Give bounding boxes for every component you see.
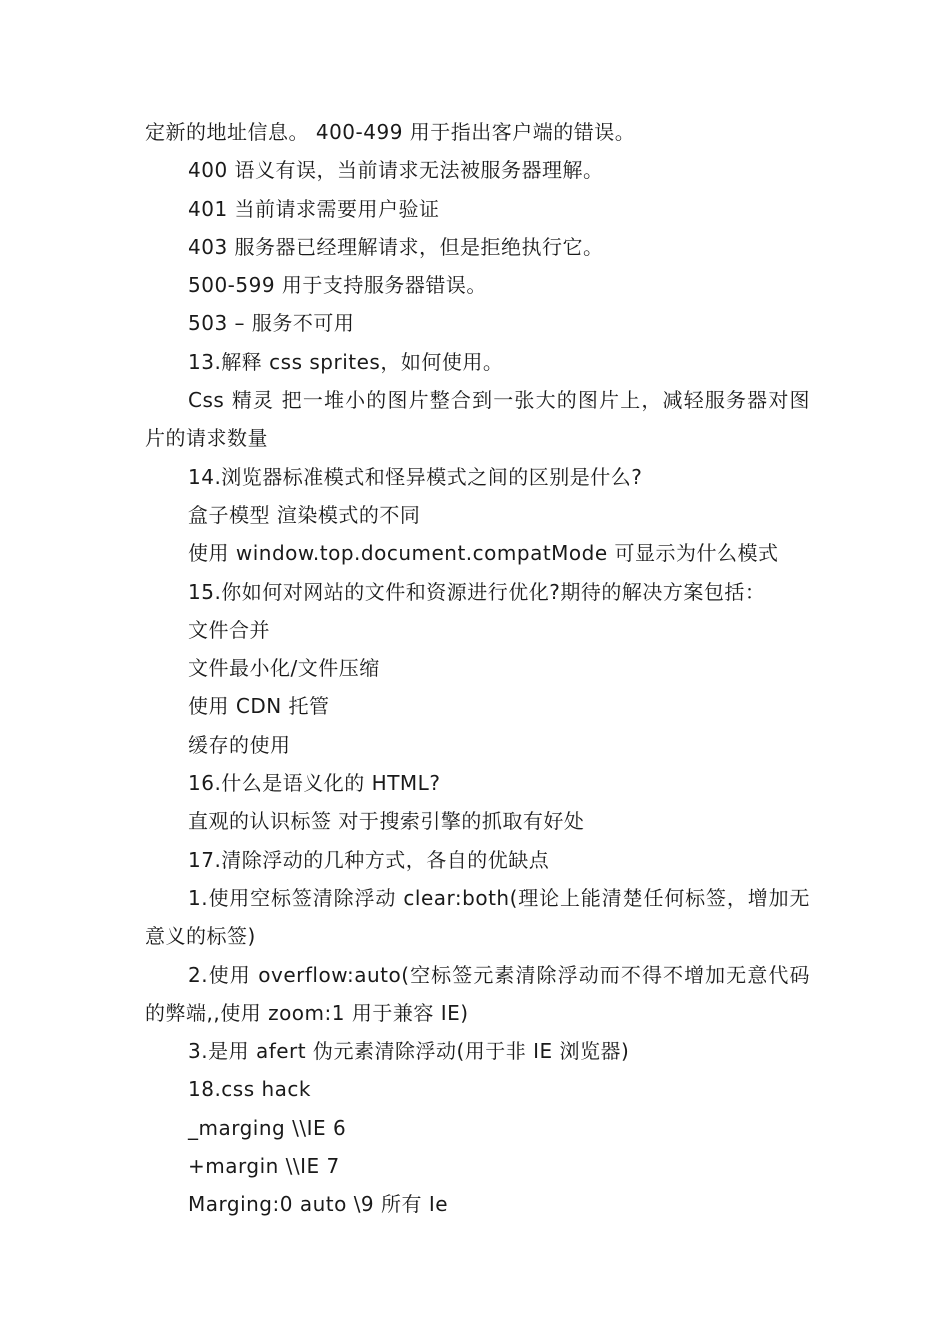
question-heading: 18.css hack (188, 1077, 312, 1102)
text-line: 使用 window.top.document.compatMode 可显示为什么模式 (188, 541, 779, 566)
text-line: 500-599 用于支持服务器错误。 (188, 273, 487, 298)
text-line: _marging \\IE 6 (188, 1115, 347, 1140)
question-heading: 16.什么是语义化的 HTML? (188, 771, 441, 796)
question-heading: 14.浏览器标准模式和怪异模式之间的区别是什么? (188, 464, 643, 489)
paragraph: Css 精灵 把一堆小的图片整合到一张大的图片上，减轻服务器对图片的请求数量 (145, 388, 810, 451)
text-line: 文件合并 (188, 617, 270, 642)
text-line: 盒子模型 渲染模式的不同 (188, 502, 421, 527)
text-line: 直观的认识标签 对于搜索引擎的抓取有好处 (188, 809, 585, 834)
text-line: 403 服务器已经理解请求，但是拒绝执行它。 (188, 234, 604, 259)
document-body (145, 113, 810, 1224)
text-line: 401 当前请求需要用户验证 (188, 196, 440, 221)
text-line: 文件最小化/文件压缩 (188, 656, 380, 681)
text-line: 503 – 服务不可用 (188, 311, 355, 336)
text-line: 3.是用 afert 伪元素清除浮动(用于非 IE 浏览器) (188, 1039, 630, 1064)
text-line: Marging:0 auto \9 所有 Ie (188, 1192, 449, 1217)
text-line: 使用 CDN 托管 (188, 694, 330, 719)
paragraph: 1.使用空标签清除浮动 clear:both(理论上能清楚任何标签，增加无意义的标签) (145, 885, 810, 949)
paragraph: 2.使用 overflow:auto(空标签元素清除浮动而不得不增加无意代码的弊端,,使用 zoom:1 用于兼容 IE) (145, 962, 810, 1025)
text-line: 定新的地址信息。 400-499 用于指出客户端的错误。 (145, 120, 636, 144)
question-heading: 17.清除浮动的几种方式，各自的优缺点 (188, 847, 550, 872)
text-line: +margin \\IE 7 (188, 1154, 340, 1179)
question-heading: 15.你如何对网站的文件和资源进行优化?期待的解决方案包括： (188, 579, 766, 604)
text-line: 400 语义有误，当前请求无法被服务器理解。 (188, 158, 604, 183)
question-heading: 13.解释 css sprites，如何使用。 (188, 349, 504, 374)
text-line: 缓存的使用 (188, 732, 291, 757)
